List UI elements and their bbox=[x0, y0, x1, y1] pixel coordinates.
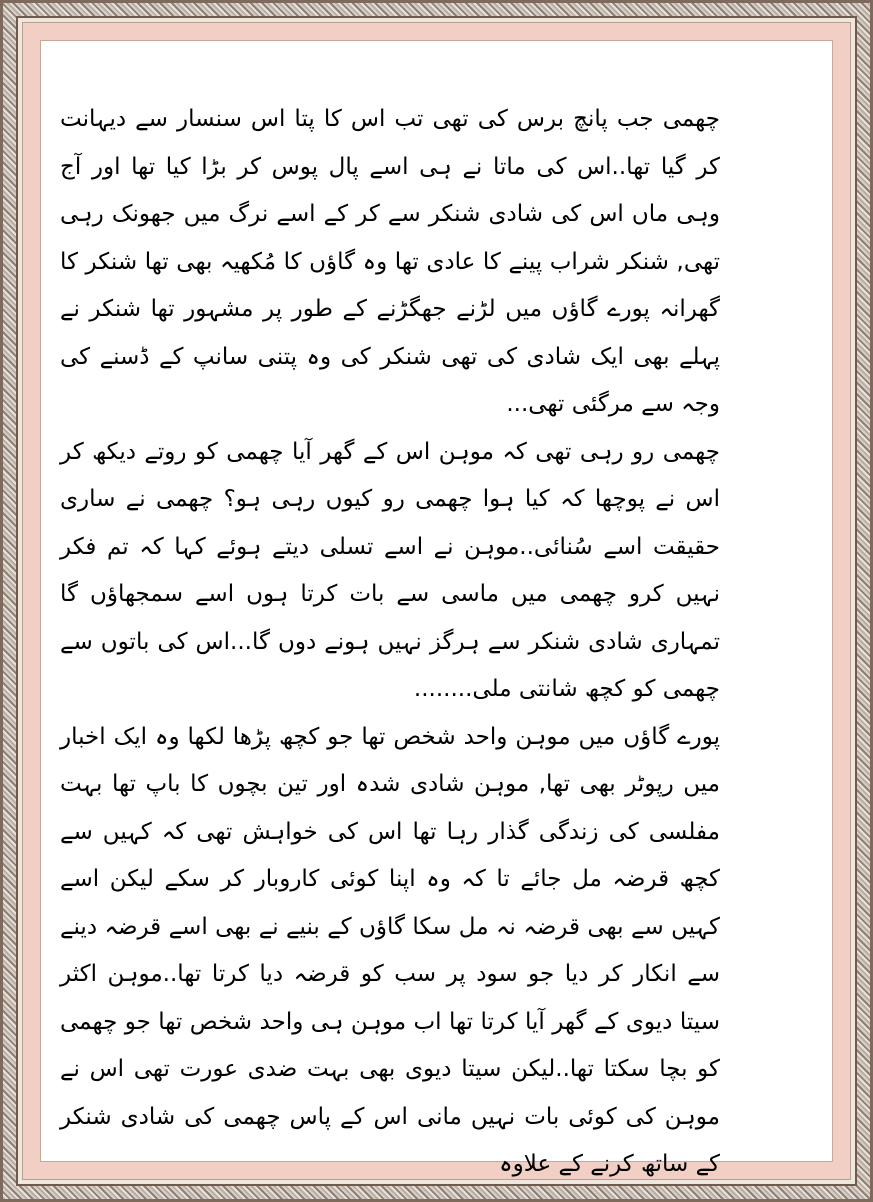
paragraph: پورے گاؤں میں موہن واحد شخص تھا جو کچھ پڑھا لکھا وہ ایک اخبار میں رپوٹر بھی تھا, موہن شادی شدہ اور تین بچوں کا باپ تھا بہت مفلسی کی زندگی گذار رہا تھا اس کی خواہش تھی کہ کہیں سے کچھ قرضہ مل جائے تا کہ وہ اپنا کوئی کاروبار کر سکے لیکن اسے کہیں سے بھی قرضہ نہ مل سکا گاؤں کے بنیے نے بھی اسے قرضہ دینے سے انکار کر دیا جو سود پر سب کو قرضہ دیا کرتا تھا..موہن اکثر سیتا دیوی کے گھر آیا کرتا تھا اب موہن ہی واحد شخص تھا جو چھمی کو بچا سکتا تھا..لیکن سیتا دیوی بھی بہت ضدی عورت تھی اس نے موہن کی کوئی بات نہیں مانی اس کے پاس چھمی کی شادی شنکر کے ساتھ کرنے کے علاوہ bbox=[60, 723, 720, 1177]
story-text bbox=[60, 96, 720, 1189]
paragraph: چھمی جب پانچ برس کی تھی تب اس کا پتا اس سنسار سے دیہانت کر گیا تھا..اس کی ماتا نے ہی اسے پال پوس کر بڑا کیا تھا اور آج وہی ماں اس کی شادی شنکر سے کر کے اسے نرگ میں جھونک رہی تھی, شنکر شراب پینے کا عادی تھا وہ گاؤں کا مُکھیہ بھی تھا شنکر کا گھرانہ پورے گاؤں میں لڑنے جھگڑنے کے طور پر مشہور تھا شنکر نے پہلے بھی ایک شادی کی تھی شنکر کی وہ پتنی سانپ کے ڈسنے کی وجہ سے مرگئی تھی... bbox=[60, 106, 720, 417]
paragraph: چھمی رو رہی تھی کہ موہن اس کے گھر آیا چھمی کو روتے دیکھ کر اس نے پوچھا کہ کیا ہوا چھمی رو کیوں رہی ہو؟ چھمی نے ساری حقیقت اسے سُنائی..موہن نے اسے تسلی دیتے ہوئے کہا کہ تم فکر نہیں کرو چھمی میں ماسی سے بات کرتا ہوں اسے سمجھاؤں گا تمہاری شادی شنکر سے ہرگز نہیں ہونے دوں گا...اس کی باتوں سے چھمی کو کچھ شانتی ملی........ bbox=[60, 438, 720, 702]
